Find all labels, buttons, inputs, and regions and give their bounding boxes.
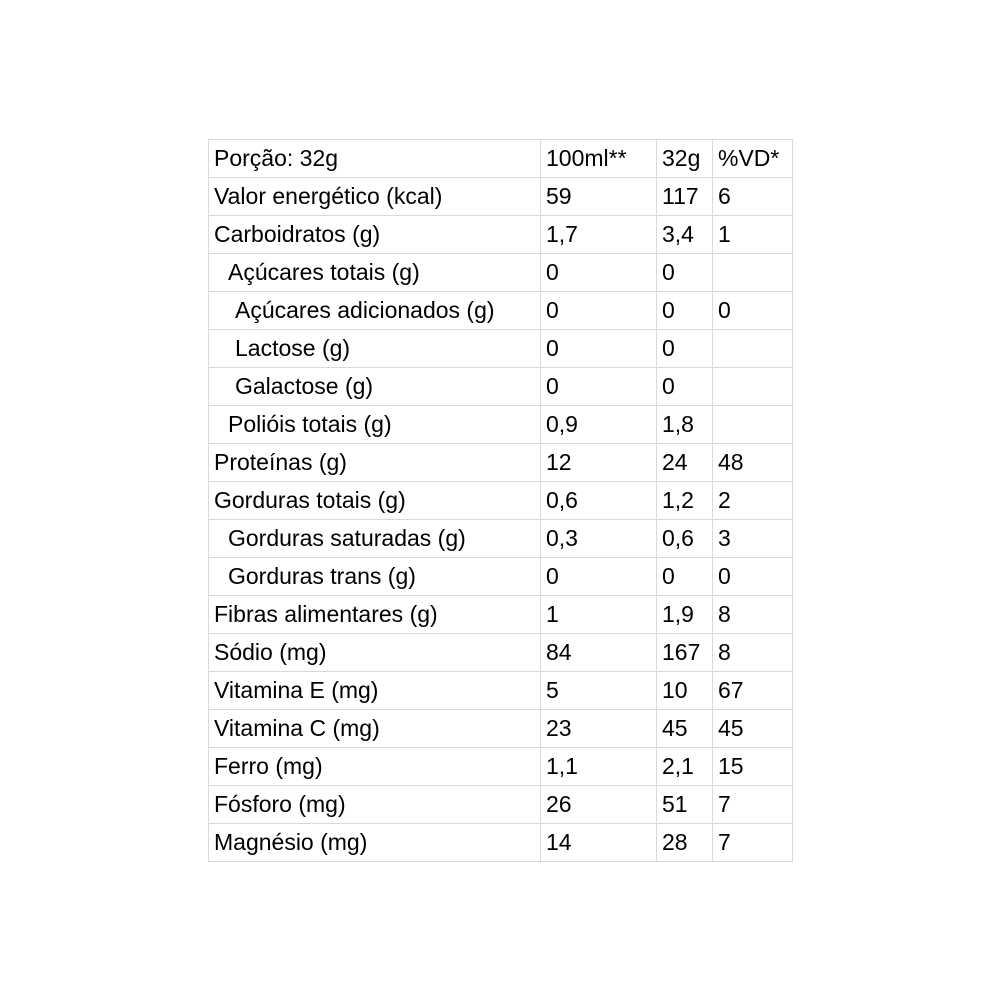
- value-100ml: 0,9: [541, 406, 657, 444]
- table-row: [209, 558, 793, 596]
- value-100ml: 0: [541, 558, 657, 596]
- value-100ml: 59: [541, 178, 657, 216]
- table-row: [209, 672, 793, 710]
- nutrient-label: Ferro (mg): [209, 748, 541, 786]
- value-vd: 15: [713, 748, 793, 786]
- value-32g: 1,9: [657, 596, 713, 634]
- value-vd: 7: [713, 786, 793, 824]
- value-100ml: 5: [541, 672, 657, 710]
- value-100ml: 1,1: [541, 748, 657, 786]
- table-row: [209, 634, 793, 672]
- table-row: [209, 596, 793, 634]
- table-row: [209, 216, 793, 254]
- value-32g: 167: [657, 634, 713, 672]
- value-100ml: 0: [541, 292, 657, 330]
- table-row: [209, 368, 793, 406]
- nutrient-label: Magnésio (mg): [209, 824, 541, 862]
- nutrient-label: Vitamina E (mg): [209, 672, 541, 710]
- value-32g: 0: [657, 558, 713, 596]
- table-row: [209, 786, 793, 824]
- table-row: [209, 178, 793, 216]
- value-100ml: 0,6: [541, 482, 657, 520]
- value-vd: 8: [713, 596, 793, 634]
- value-100ml: 14: [541, 824, 657, 862]
- value-32g: 45: [657, 710, 713, 748]
- value-100ml: 23: [541, 710, 657, 748]
- value-100ml: 12: [541, 444, 657, 482]
- value-100ml: 0: [541, 368, 657, 406]
- value-100ml: 84: [541, 634, 657, 672]
- value-vd: 48: [713, 444, 793, 482]
- value-vd: 67: [713, 672, 793, 710]
- value-vd: [713, 406, 793, 444]
- column-header-100ml: 100ml**: [541, 140, 657, 178]
- value-32g: 0: [657, 368, 713, 406]
- value-vd: 7: [713, 824, 793, 862]
- table-row: [209, 254, 793, 292]
- nutrient-label: Polióis totais (g): [209, 406, 541, 444]
- nutrient-label: Sódio (mg): [209, 634, 541, 672]
- nutrient-label: Lactose (g): [209, 330, 541, 368]
- value-vd: 1: [713, 216, 793, 254]
- nutrient-label: Gorduras totais (g): [209, 482, 541, 520]
- value-32g: 10: [657, 672, 713, 710]
- value-vd: 45: [713, 710, 793, 748]
- nutrient-label: Gorduras trans (g): [209, 558, 541, 596]
- portion-label: Porção: 32g: [209, 140, 541, 178]
- table-row: [209, 824, 793, 862]
- table-row: [209, 406, 793, 444]
- nutrition-table: [208, 139, 793, 862]
- table-row: [209, 710, 793, 748]
- value-vd: 0: [713, 558, 793, 596]
- value-32g: 0: [657, 330, 713, 368]
- value-vd: [713, 254, 793, 292]
- value-100ml: 0: [541, 330, 657, 368]
- table-row: [209, 330, 793, 368]
- nutrient-label: Gorduras saturadas (g): [209, 520, 541, 558]
- value-32g: 24: [657, 444, 713, 482]
- value-32g: 0,6: [657, 520, 713, 558]
- value-32g: 0: [657, 254, 713, 292]
- nutrient-label: Galactose (g): [209, 368, 541, 406]
- value-vd: 2: [713, 482, 793, 520]
- column-header-vd: %VD*: [713, 140, 793, 178]
- value-100ml: 26: [541, 786, 657, 824]
- table-row: [209, 482, 793, 520]
- nutrient-label: Fósforo (mg): [209, 786, 541, 824]
- nutrient-label: Açúcares adicionados (g): [209, 292, 541, 330]
- nutrient-label: Proteínas (g): [209, 444, 541, 482]
- value-100ml: 0,3: [541, 520, 657, 558]
- value-vd: 8: [713, 634, 793, 672]
- value-vd: 3: [713, 520, 793, 558]
- value-100ml: 1,7: [541, 216, 657, 254]
- table-row: [209, 292, 793, 330]
- value-vd: [713, 368, 793, 406]
- value-32g: 1,8: [657, 406, 713, 444]
- nutrient-label: Vitamina C (mg): [209, 710, 541, 748]
- value-vd: 6: [713, 178, 793, 216]
- value-100ml: 0: [541, 254, 657, 292]
- nutrient-label: Açúcares totais (g): [209, 254, 541, 292]
- value-vd: [713, 330, 793, 368]
- table-row: [209, 520, 793, 558]
- value-32g: 0: [657, 292, 713, 330]
- value-32g: 117: [657, 178, 713, 216]
- value-32g: 1,2: [657, 482, 713, 520]
- column-header-32g: 32g: [657, 140, 713, 178]
- table-row: [209, 748, 793, 786]
- value-32g: 2,1: [657, 748, 713, 786]
- value-32g: 3,4: [657, 216, 713, 254]
- value-100ml: 1: [541, 596, 657, 634]
- value-32g: 51: [657, 786, 713, 824]
- nutrient-label: Valor energético (kcal): [209, 178, 541, 216]
- nutrient-label: Carboidratos (g): [209, 216, 541, 254]
- value-32g: 28: [657, 824, 713, 862]
- value-vd: 0: [713, 292, 793, 330]
- table-header-row: [209, 140, 793, 178]
- nutrient-label: Fibras alimentares (g): [209, 596, 541, 634]
- table-row: [209, 444, 793, 482]
